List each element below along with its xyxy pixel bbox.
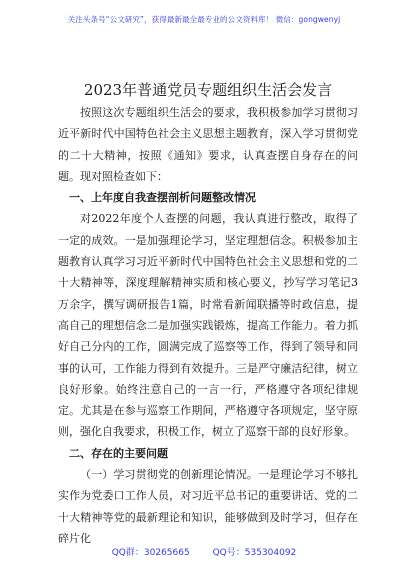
qq-group-text: QQ群：30265665 [111,548,190,558]
intro-paragraph: 按照这次专题组织生活会的要求，我积极参加学习贯彻习近平新时代中国特色社会主义思想主题教育，深入学习贯彻党的二十大精神，按照《通知》要求，认真查摆自身存在的问题。现对照检查如下： [58,106,358,183]
section-2-paragraph: （一）学习贯彻党的创新理论情况。一是理论学习不够扎实作为党委口工作人员，对习近平总书记的重要讲话、党的二十大精神等党的最新理论和知识，能够做到及时学习，但存在碎片化 [58,468,358,545]
page-title: 2023年普通党员专题组织生活会发言 [83,81,333,99]
header-note: 关注头条号“公文研究”，获得最新最全最专业的公文资料库！ 微信：gongwenyj [67,15,341,24]
section-heading-1: 一、上年度自我查摆剖析问题整改情况 [69,191,256,205]
qq-number-text: QQ号：535304092 [212,548,297,558]
document-body [58,80,358,549]
footer-contact [0,545,408,558]
section-1-paragraph: 对2022年度个人查摆的问题，我认真进行整改，取得了一定的成效。一是加强理论学习，坚定理想信念。积极参加主题教育认真学习习近平新时代中国特色社会主义思想和党的二十大精神等，深度理解精神实质和核心要义，抄写学习笔记3万余字，撰写调研报告1篇，时常看新闻联播等时政信息，提高自己的理想信念二是加强实践锻炼，提高工作能力。着力抓好自己分内的工作，圆满完成了巡察等工作，得到了领导和同事的认可，工作能力得到有效提升。三是严守廉洁纪律，树立良好形象。始终注意自己的一言一行，严格遵守各项纪律规定。尤其是在参与巡察工作期间，严格遵守各项规定，坚守原则，强化自我要求，积极工作，树立了巡察干部的良好形象。 [58,212,358,439]
section-heading-2: 二、存在的主要问题 [69,446,168,460]
